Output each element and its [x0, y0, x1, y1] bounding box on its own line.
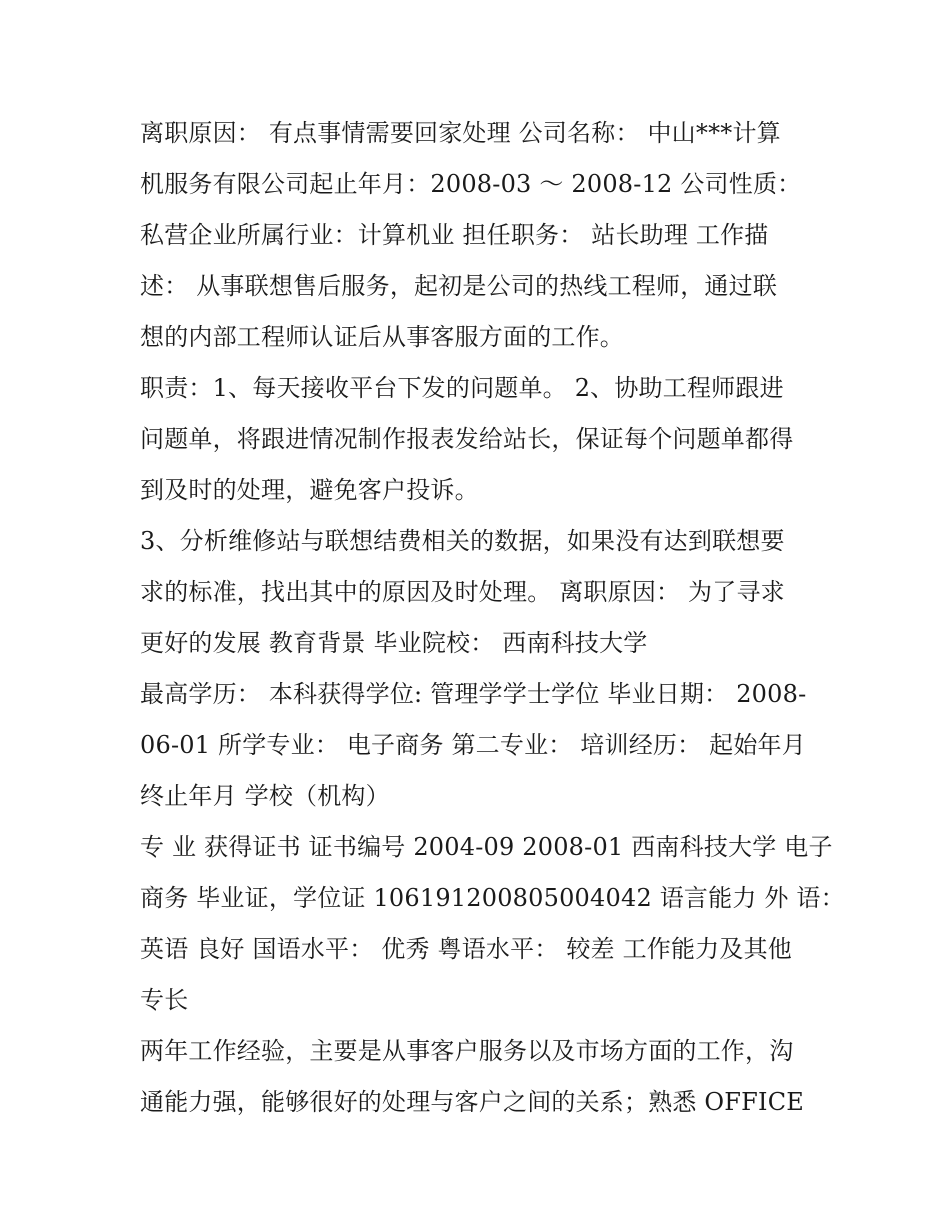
text-line: 求的标准，找出其中的原因及时处理。 离职原因： 为了寻求	[140, 578, 785, 606]
text-line: 离职原因： 有点事情需要回家处理 公司名称： 中山***计算	[140, 119, 781, 147]
text-line: 通能力强，能够很好的处理与客户之间的关系；熟悉 OFFICE	[140, 1088, 804, 1116]
text-line: 到及时的处理，避免客户投诉。	[140, 476, 479, 504]
text-line: 3、分析维修站与联想结费相关的数据，如果没有达到联想要	[140, 527, 785, 555]
text-line: 终止年月 学校（机构）	[140, 782, 390, 810]
text-line: 述： 从事联想售后服务，起初是公司的热线工程师，通过联	[140, 272, 778, 300]
text-line: 最高学历： 本科获得学位: 管理学学士学位 毕业日期： 2008-	[140, 680, 807, 708]
text-line: 06-01 所学专业： 电子商务 第二专业： 培训经历： 起始年月	[140, 731, 806, 759]
text-line: 两年工作经验，主要是从事客户服务以及市场方面的工作，沟	[140, 1037, 794, 1065]
text-line: 私营企业所属行业：计算机业 担任职务： 站长助理 工作描	[140, 221, 769, 249]
text-line: 更好的发展 教育背景 毕业院校： 西南科技大学	[140, 629, 648, 657]
text-line: 英语 良好 国语水平： 优秀 粤语水平： 较差 工作能力及其他	[140, 935, 792, 963]
text-line: 问题单，将跟进情况制作报表发给站长，保证每个问题单都得	[140, 425, 794, 453]
text-line: 商务 毕业证，学位证 106191200805004042 语言能力 外 语：	[140, 884, 845, 912]
text-line: 想的内部工程师认证后从事客服方面的工作。	[140, 323, 624, 351]
text-line: 机服务有限公司起止年月：2008-03 ～ 2008-12 公司性质：	[140, 170, 802, 198]
text-line: 专长	[140, 986, 189, 1014]
text-line: 专 业 获得证书 证书编号 2004-09 2008-01 西南科技大学 电子	[140, 833, 833, 861]
text-line: 职责：1、每天接收平台下发的问题单。 2、协助工程师跟进	[140, 374, 784, 402]
document-body	[140, 108, 845, 1128]
